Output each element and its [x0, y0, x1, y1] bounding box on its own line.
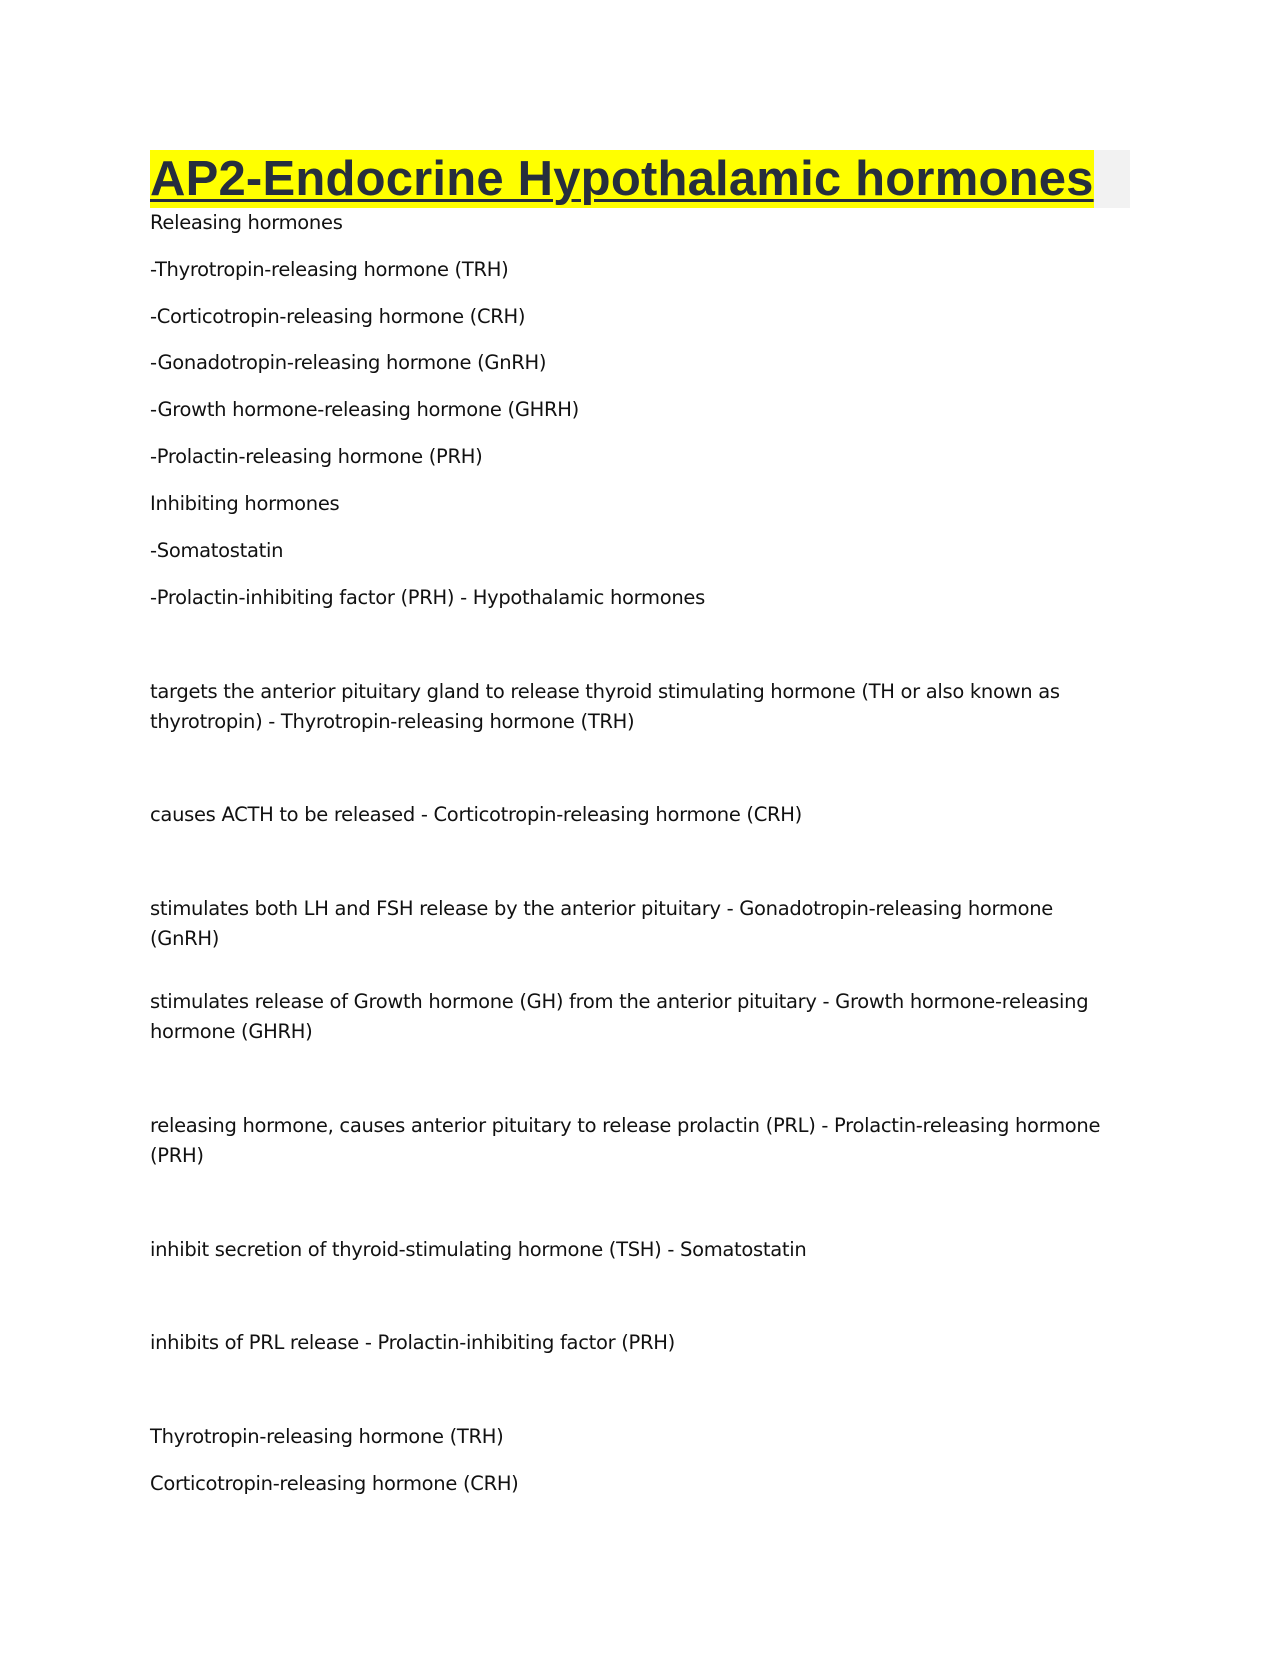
document-title: AP2-Endocrine Hypothalamic hormones: [150, 152, 1094, 206]
list-item: -Growth hormone-releasing hormone (GHRH): [150, 398, 579, 421]
list-item: -Gonadotropin-releasing hormone (GnRH): [150, 351, 547, 374]
list-item: -Prolactin-releasing hormone (PRH): [150, 445, 483, 468]
section-heading-inhibiting: Inhibiting hormones: [150, 492, 340, 515]
section-heading-releasing: Releasing hormones: [150, 211, 343, 234]
list-item: Thyrotropin-releasing hormone (TRH): [150, 1425, 504, 1448]
list-item: -Somatostatin: [150, 539, 284, 562]
document-page: [150, 150, 1130, 1495]
definition-paragraph: releasing hormone, causes anterior pituitary to release prolactin (PRL) - Prolactin-releasing hormone (PRH): [150, 1114, 1101, 1167]
title-block: [150, 150, 1130, 208]
list-item: -Prolactin-inhibiting factor (PRH) - Hypothalamic hormones: [150, 586, 705, 609]
definition-paragraph: targets the anterior pituitary gland to release thyroid stimulating hormone (TH or also known as thyrotropin) - Thyrotropin-releasing hormone (TRH): [150, 680, 1060, 733]
definition-paragraph: inhibit secretion of thyroid-stimulating hormone (TSH) - Somatostatin: [150, 1238, 807, 1261]
definition-paragraph: stimulates release of Growth hormone (GH) from the anterior pituitary - Growth hormone-releasing hormone (GHRH): [150, 990, 1089, 1043]
definition-paragraph: causes ACTH to be released - Corticotropin-releasing hormone (CRH): [150, 803, 802, 826]
list-item: -Thyrotropin-releasing hormone (TRH): [150, 258, 509, 281]
list-item: -Corticotropin-releasing hormone (CRH): [150, 305, 526, 328]
definition-paragraph: stimulates both LH and FSH release by the anterior pituitary - Gonadotropin-releasing hormone (GnRH): [150, 897, 1053, 950]
list-item: Corticotropin-releasing hormone (CRH): [150, 1472, 519, 1495]
definition-paragraph: inhibits of PRL release - Prolactin-inhibiting factor (PRH): [150, 1331, 675, 1354]
